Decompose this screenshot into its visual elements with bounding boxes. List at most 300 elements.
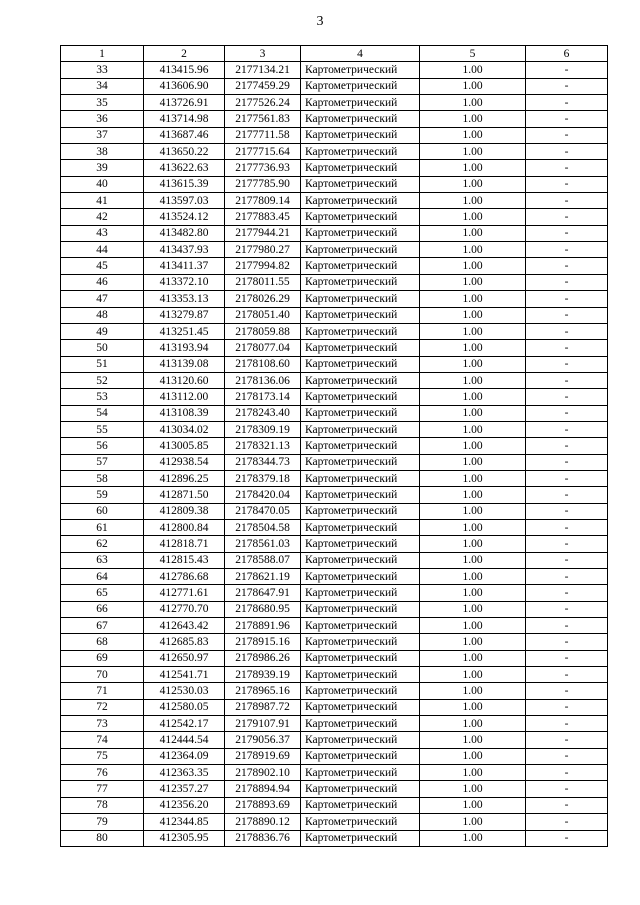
accuracy-cell: 1.00 [420,470,526,486]
point-number-cell: 80 [61,830,144,846]
y-coordinate-cell: 2178309.19 [225,421,301,437]
point-number-cell: 76 [61,765,144,781]
point-number-cell: 56 [61,438,144,454]
y-coordinate-cell: 2178965.16 [225,683,301,699]
x-coordinate-cell: 413615.39 [144,176,225,192]
y-coordinate-cell: 2178680.95 [225,601,301,617]
x-coordinate-cell: 413034.02 [144,421,225,437]
y-coordinate-cell: 2177526.24 [225,95,301,111]
x-coordinate-cell: 412357.27 [144,781,225,797]
note-cell: - [526,258,608,274]
method-cell: Картометрический [301,585,420,601]
y-coordinate-cell: 2177715.64 [225,144,301,160]
y-coordinate-cell: 2178243.40 [225,405,301,421]
method-cell: Картометрический [301,176,420,192]
method-cell: Картометрический [301,699,420,715]
point-number-cell: 77 [61,781,144,797]
point-number-cell: 43 [61,225,144,241]
accuracy-cell: 1.00 [420,552,526,568]
method-cell: Картометрический [301,650,420,666]
x-coordinate-cell: 413120.60 [144,372,225,388]
note-cell: - [526,78,608,94]
table-row [61,176,608,192]
x-coordinate-cell: 412771.61 [144,585,225,601]
accuracy-cell: 1.00 [420,634,526,650]
column-header: 1 [61,46,144,62]
x-coordinate-cell: 412815.43 [144,552,225,568]
y-coordinate-cell: 2177736.93 [225,160,301,176]
y-coordinate-cell: 2178890.12 [225,814,301,830]
method-cell: Картометрический [301,307,420,323]
y-coordinate-cell: 2178470.05 [225,503,301,519]
note-cell: - [526,454,608,470]
note-cell: - [526,716,608,732]
method-cell: Картометрический [301,274,420,290]
method-cell: Картометрический [301,487,420,503]
method-cell: Картометрический [301,732,420,748]
accuracy-cell: 1.00 [420,438,526,454]
table-row [61,732,608,748]
point-number-cell: 42 [61,209,144,225]
table-row [61,95,608,111]
y-coordinate-cell: 2179107.91 [225,716,301,732]
accuracy-cell: 1.00 [420,307,526,323]
x-coordinate-cell: 413279.87 [144,307,225,323]
point-number-cell: 71 [61,683,144,699]
method-cell: Картометрический [301,519,420,535]
method-cell: Картометрический [301,193,420,209]
x-coordinate-cell: 413411.37 [144,258,225,274]
table-row [61,781,608,797]
method-cell: Картометрический [301,323,420,339]
accuracy-cell: 1.00 [420,258,526,274]
note-cell: - [526,291,608,307]
table-row [61,356,608,372]
accuracy-cell: 1.00 [420,503,526,519]
y-coordinate-cell: 2177994.82 [225,258,301,274]
table-row [61,716,608,732]
method-cell: Картометрический [301,242,420,258]
x-coordinate-cell: 412364.09 [144,748,225,764]
method-cell: Картометрический [301,797,420,813]
point-number-cell: 57 [61,454,144,470]
table-row [61,699,608,715]
x-coordinate-cell: 412685.83 [144,634,225,650]
accuracy-cell: 1.00 [420,323,526,339]
method-cell: Картометрический [301,667,420,683]
y-coordinate-cell: 2178588.07 [225,552,301,568]
table-body [61,62,608,847]
x-coordinate-cell: 413687.46 [144,127,225,143]
point-number-cell: 75 [61,748,144,764]
accuracy-cell: 1.00 [420,356,526,372]
x-coordinate-cell: 413524.12 [144,209,225,225]
table-row [61,601,608,617]
y-coordinate-cell: 2178919.69 [225,748,301,764]
accuracy-cell: 1.00 [420,748,526,764]
table-row [61,274,608,290]
accuracy-cell: 1.00 [420,732,526,748]
table-row [61,144,608,160]
method-cell: Картометрический [301,127,420,143]
accuracy-cell: 1.00 [420,814,526,830]
table-row [61,405,608,421]
table-row [61,667,608,683]
point-number-cell: 53 [61,389,144,405]
accuracy-cell: 1.00 [420,667,526,683]
table-header-row [61,46,608,62]
x-coordinate-cell: 413650.22 [144,144,225,160]
accuracy-cell: 1.00 [420,716,526,732]
accuracy-cell: 1.00 [420,62,526,78]
point-number-cell: 58 [61,470,144,486]
method-cell: Картометрический [301,62,420,78]
y-coordinate-cell: 2178915.16 [225,634,301,650]
x-coordinate-cell: 413251.45 [144,323,225,339]
note-cell: - [526,797,608,813]
page-number: 3 [316,14,324,29]
method-cell: Картометрический [301,209,420,225]
x-coordinate-cell: 413353.13 [144,291,225,307]
point-number-cell: 64 [61,569,144,585]
method-cell: Картометрический [301,144,420,160]
x-coordinate-cell: 413597.03 [144,193,225,209]
y-coordinate-cell: 2178621.19 [225,569,301,585]
note-cell: - [526,618,608,634]
x-coordinate-cell: 412809.38 [144,503,225,519]
note-cell: - [526,127,608,143]
y-coordinate-cell: 2179056.37 [225,732,301,748]
point-number-cell: 34 [61,78,144,94]
point-number-cell: 65 [61,585,144,601]
y-coordinate-cell: 2177134.21 [225,62,301,78]
accuracy-cell: 1.00 [420,340,526,356]
column-header: 3 [225,46,301,62]
column-header: 6 [526,46,608,62]
y-coordinate-cell: 2178344.73 [225,454,301,470]
note-cell: - [526,307,608,323]
x-coordinate-cell: 412938.54 [144,454,225,470]
note-cell: - [526,225,608,241]
point-number-cell: 62 [61,536,144,552]
accuracy-cell: 1.00 [420,176,526,192]
y-coordinate-cell: 2177944.21 [225,225,301,241]
table-row [61,438,608,454]
point-number-cell: 72 [61,699,144,715]
y-coordinate-cell: 2177809.14 [225,193,301,209]
accuracy-cell: 1.00 [420,519,526,535]
y-coordinate-cell: 2178051.40 [225,307,301,323]
x-coordinate-cell: 412356.20 [144,797,225,813]
note-cell: - [526,830,608,846]
y-coordinate-cell: 2178902.10 [225,765,301,781]
coordinates-table [60,45,608,847]
note-cell: - [526,405,608,421]
y-coordinate-cell: 2177980.27 [225,242,301,258]
note-cell: - [526,193,608,209]
note-cell: - [526,95,608,111]
note-cell: - [526,634,608,650]
note-cell: - [526,421,608,437]
accuracy-cell: 1.00 [420,193,526,209]
column-header: 2 [144,46,225,62]
x-coordinate-cell: 413482.80 [144,225,225,241]
x-coordinate-cell: 412541.71 [144,667,225,683]
point-number-cell: 63 [61,552,144,568]
column-header: 5 [420,46,526,62]
point-number-cell: 69 [61,650,144,666]
point-number-cell: 59 [61,487,144,503]
table-row [61,748,608,764]
x-coordinate-cell: 413108.39 [144,405,225,421]
y-coordinate-cell: 2177459.29 [225,78,301,94]
y-coordinate-cell: 2178939.19 [225,667,301,683]
table-row [61,291,608,307]
y-coordinate-cell: 2178011.55 [225,274,301,290]
x-coordinate-cell: 413415.96 [144,62,225,78]
note-cell: - [526,176,608,192]
point-number-cell: 37 [61,127,144,143]
x-coordinate-cell: 413005.85 [144,438,225,454]
method-cell: Картометрический [301,781,420,797]
accuracy-cell: 1.00 [420,291,526,307]
note-cell: - [526,569,608,585]
method-cell: Картометрический [301,372,420,388]
table-row [61,454,608,470]
note-cell: - [526,144,608,160]
accuracy-cell: 1.00 [420,781,526,797]
accuracy-cell: 1.00 [420,487,526,503]
accuracy-cell: 1.00 [420,797,526,813]
note-cell: - [526,732,608,748]
x-coordinate-cell: 413606.90 [144,78,225,94]
method-cell: Картометрический [301,569,420,585]
note-cell: - [526,748,608,764]
note-cell: - [526,470,608,486]
table-row [61,225,608,241]
table-row [61,536,608,552]
accuracy-cell: 1.00 [420,372,526,388]
point-number-cell: 36 [61,111,144,127]
table-row [61,258,608,274]
point-number-cell: 46 [61,274,144,290]
accuracy-cell: 1.00 [420,765,526,781]
y-coordinate-cell: 2178504.58 [225,519,301,535]
method-cell: Картометрический [301,95,420,111]
accuracy-cell: 1.00 [420,830,526,846]
y-coordinate-cell: 2178077.04 [225,340,301,356]
method-cell: Картометрический [301,111,420,127]
note-cell: - [526,323,608,339]
column-header: 4 [301,46,420,62]
point-number-cell: 47 [61,291,144,307]
accuracy-cell: 1.00 [420,127,526,143]
method-cell: Картометрический [301,716,420,732]
table-row [61,797,608,813]
y-coordinate-cell: 2178561.03 [225,536,301,552]
note-cell: - [526,340,608,356]
method-cell: Картометрический [301,536,420,552]
point-number-cell: 45 [61,258,144,274]
method-cell: Картометрический [301,683,420,699]
point-number-cell: 55 [61,421,144,437]
y-coordinate-cell: 2177785.90 [225,176,301,192]
note-cell: - [526,519,608,535]
accuracy-cell: 1.00 [420,536,526,552]
note-cell: - [526,765,608,781]
point-number-cell: 35 [61,95,144,111]
y-coordinate-cell: 2178836.76 [225,830,301,846]
method-cell: Картометрический [301,405,420,421]
table-row [61,487,608,503]
note-cell: - [526,62,608,78]
note-cell: - [526,274,608,290]
x-coordinate-cell: 413726.91 [144,95,225,111]
table-row [61,421,608,437]
note-cell: - [526,552,608,568]
table-row [61,569,608,585]
table-row [61,552,608,568]
method-cell: Картометрический [301,438,420,454]
x-coordinate-cell: 412786.68 [144,569,225,585]
method-cell: Картометрический [301,503,420,519]
x-coordinate-cell: 413714.98 [144,111,225,127]
accuracy-cell: 1.00 [420,242,526,258]
y-coordinate-cell: 2178379.18 [225,470,301,486]
x-coordinate-cell: 412896.25 [144,470,225,486]
method-cell: Картометрический [301,765,420,781]
point-number-cell: 39 [61,160,144,176]
method-cell: Картометрический [301,552,420,568]
table-row [61,111,608,127]
accuracy-cell: 1.00 [420,650,526,666]
x-coordinate-cell: 413372.10 [144,274,225,290]
table-row [61,585,608,601]
method-cell: Картометрический [301,830,420,846]
point-number-cell: 40 [61,176,144,192]
point-number-cell: 49 [61,323,144,339]
accuracy-cell: 1.00 [420,274,526,290]
y-coordinate-cell: 2178108.60 [225,356,301,372]
note-cell: - [526,667,608,683]
note-cell: - [526,781,608,797]
method-cell: Картометрический [301,340,420,356]
accuracy-cell: 1.00 [420,454,526,470]
point-number-cell: 70 [61,667,144,683]
table-row [61,160,608,176]
point-number-cell: 68 [61,634,144,650]
accuracy-cell: 1.00 [420,225,526,241]
table-row [61,193,608,209]
method-cell: Картометрический [301,601,420,617]
y-coordinate-cell: 2178986.26 [225,650,301,666]
note-cell: - [526,111,608,127]
x-coordinate-cell: 412305.95 [144,830,225,846]
method-cell: Картометрический [301,389,420,405]
point-number-cell: 66 [61,601,144,617]
y-coordinate-cell: 2178420.04 [225,487,301,503]
point-number-cell: 67 [61,618,144,634]
method-cell: Картометрический [301,618,420,634]
point-number-cell: 73 [61,716,144,732]
note-cell: - [526,601,608,617]
point-number-cell: 48 [61,307,144,323]
point-number-cell: 61 [61,519,144,535]
table-row [61,503,608,519]
note-cell: - [526,585,608,601]
point-number-cell: 74 [61,732,144,748]
table-row [61,62,608,78]
table-row [61,307,608,323]
accuracy-cell: 1.00 [420,144,526,160]
point-number-cell: 38 [61,144,144,160]
accuracy-cell: 1.00 [420,699,526,715]
method-cell: Картометрический [301,160,420,176]
table-row [61,814,608,830]
x-coordinate-cell: 412344.85 [144,814,225,830]
note-cell: - [526,683,608,699]
x-coordinate-cell: 412580.05 [144,699,225,715]
table-row [61,519,608,535]
table-row [61,209,608,225]
x-coordinate-cell: 412770.70 [144,601,225,617]
method-cell: Картометрический [301,356,420,372]
accuracy-cell: 1.00 [420,160,526,176]
accuracy-cell: 1.00 [420,421,526,437]
point-number-cell: 44 [61,242,144,258]
accuracy-cell: 1.00 [420,585,526,601]
accuracy-cell: 1.00 [420,209,526,225]
x-coordinate-cell: 413622.63 [144,160,225,176]
method-cell: Картометрический [301,421,420,437]
y-coordinate-cell: 2178894.94 [225,781,301,797]
y-coordinate-cell: 2178891.96 [225,618,301,634]
x-coordinate-cell: 413139.08 [144,356,225,372]
method-cell: Картометрический [301,748,420,764]
table-row [61,618,608,634]
x-coordinate-cell: 412643.42 [144,618,225,634]
table-row [61,340,608,356]
y-coordinate-cell: 2177711.58 [225,127,301,143]
table-row [61,372,608,388]
note-cell: - [526,650,608,666]
note-cell: - [526,487,608,503]
table-row [61,127,608,143]
method-cell: Картометрический [301,258,420,274]
method-cell: Картометрический [301,291,420,307]
x-coordinate-cell: 412530.03 [144,683,225,699]
note-cell: - [526,503,608,519]
y-coordinate-cell: 2178173.14 [225,389,301,405]
accuracy-cell: 1.00 [420,111,526,127]
table-row [61,830,608,846]
y-coordinate-cell: 2177561.83 [225,111,301,127]
note-cell: - [526,356,608,372]
table-row [61,683,608,699]
point-number-cell: 33 [61,62,144,78]
accuracy-cell: 1.00 [420,601,526,617]
note-cell: - [526,160,608,176]
method-cell: Картометрический [301,634,420,650]
x-coordinate-cell: 412818.71 [144,536,225,552]
y-coordinate-cell: 2178647.91 [225,585,301,601]
x-coordinate-cell: 413193.94 [144,340,225,356]
y-coordinate-cell: 2178987.72 [225,699,301,715]
note-cell: - [526,699,608,715]
accuracy-cell: 1.00 [420,389,526,405]
y-coordinate-cell: 2178059.88 [225,323,301,339]
y-coordinate-cell: 2178136.06 [225,372,301,388]
